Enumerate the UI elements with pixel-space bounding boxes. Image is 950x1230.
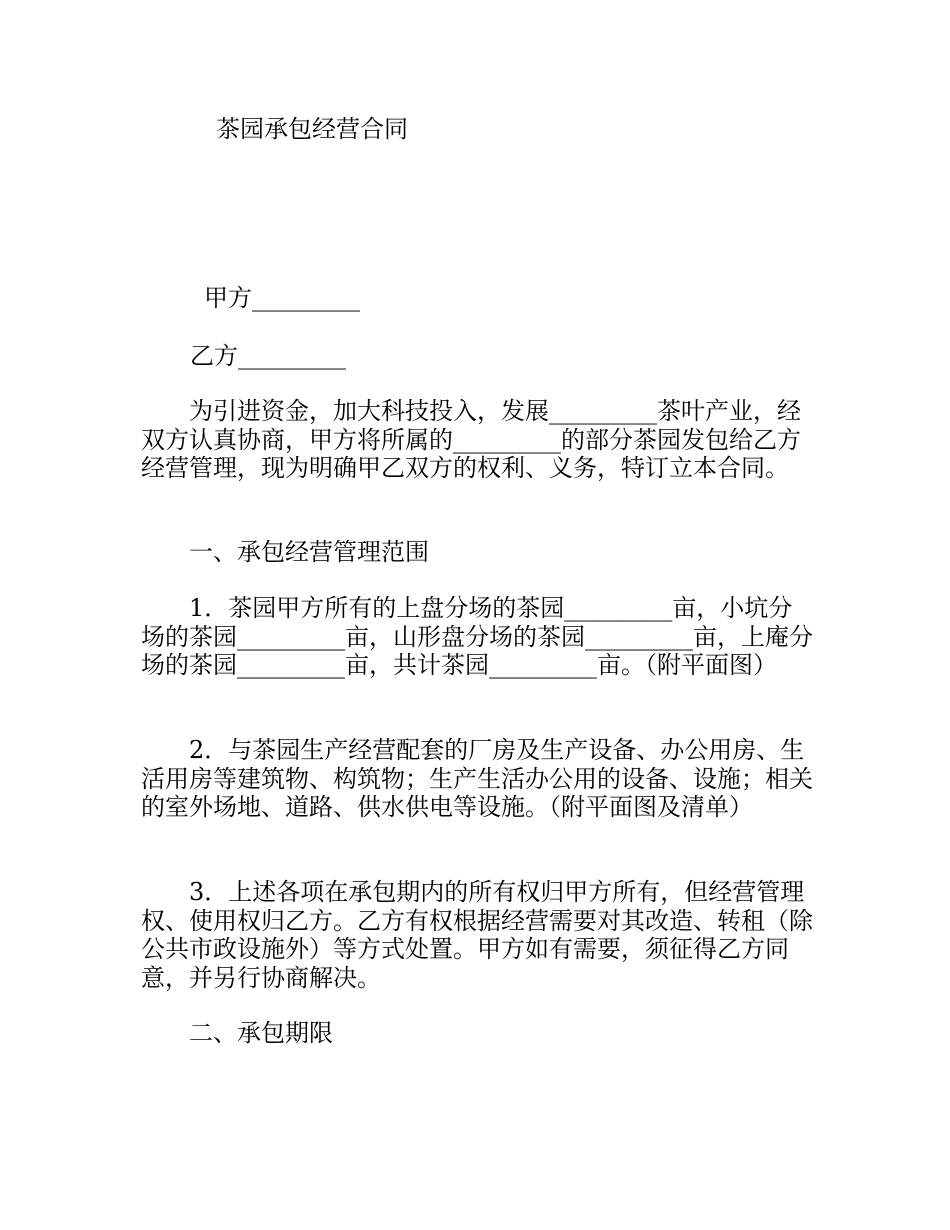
clause-2-paragraph: 2．与茶园生产经营配套的厂房及生产设备、办公用房、生活用房等建筑物、构筑物；生产生活办公用的设备、设施；相关的室外场地、道路、供水供电等设施。（附平面图及清单） — [141, 736, 813, 821]
section-2-heading: 二、承包期限 — [189, 1019, 333, 1047]
document-title: 茶园承包经营合同 — [216, 115, 408, 143]
clause-1-paragraph: 1．茶园甲方所有的上盘分场的茶园_________亩，小坑分场的茶园_________亩，山形盘分场的茶园_________亩，上庵分场的茶园_________亩，共计茶园_________亩。（附平面图） — [141, 594, 813, 679]
party-b-line: 乙方_________ — [190, 342, 346, 370]
intro-paragraph: 为引进资金，加大科技投入，发展_________茶叶产业，经双方认真协商，甲方将所属的_________的部分茶园发包给乙方经营管理，现为明确甲乙双方的权利、义务，特订立本合同。 — [141, 397, 801, 482]
clause-3-paragraph: 3．上述各项在承包期内的所有权归甲方所有，但经营管理权、使用权归乙方。乙方有权根据经营需要对其改造、转租（除公共市政设施外）等方式处置。甲方如有需要，须征得乙方同意，并另行协商解决。 — [141, 878, 813, 992]
party-a-line: 甲方_________ — [204, 284, 360, 312]
section-1-heading: 一、承包经营管理范围 — [189, 538, 429, 566]
